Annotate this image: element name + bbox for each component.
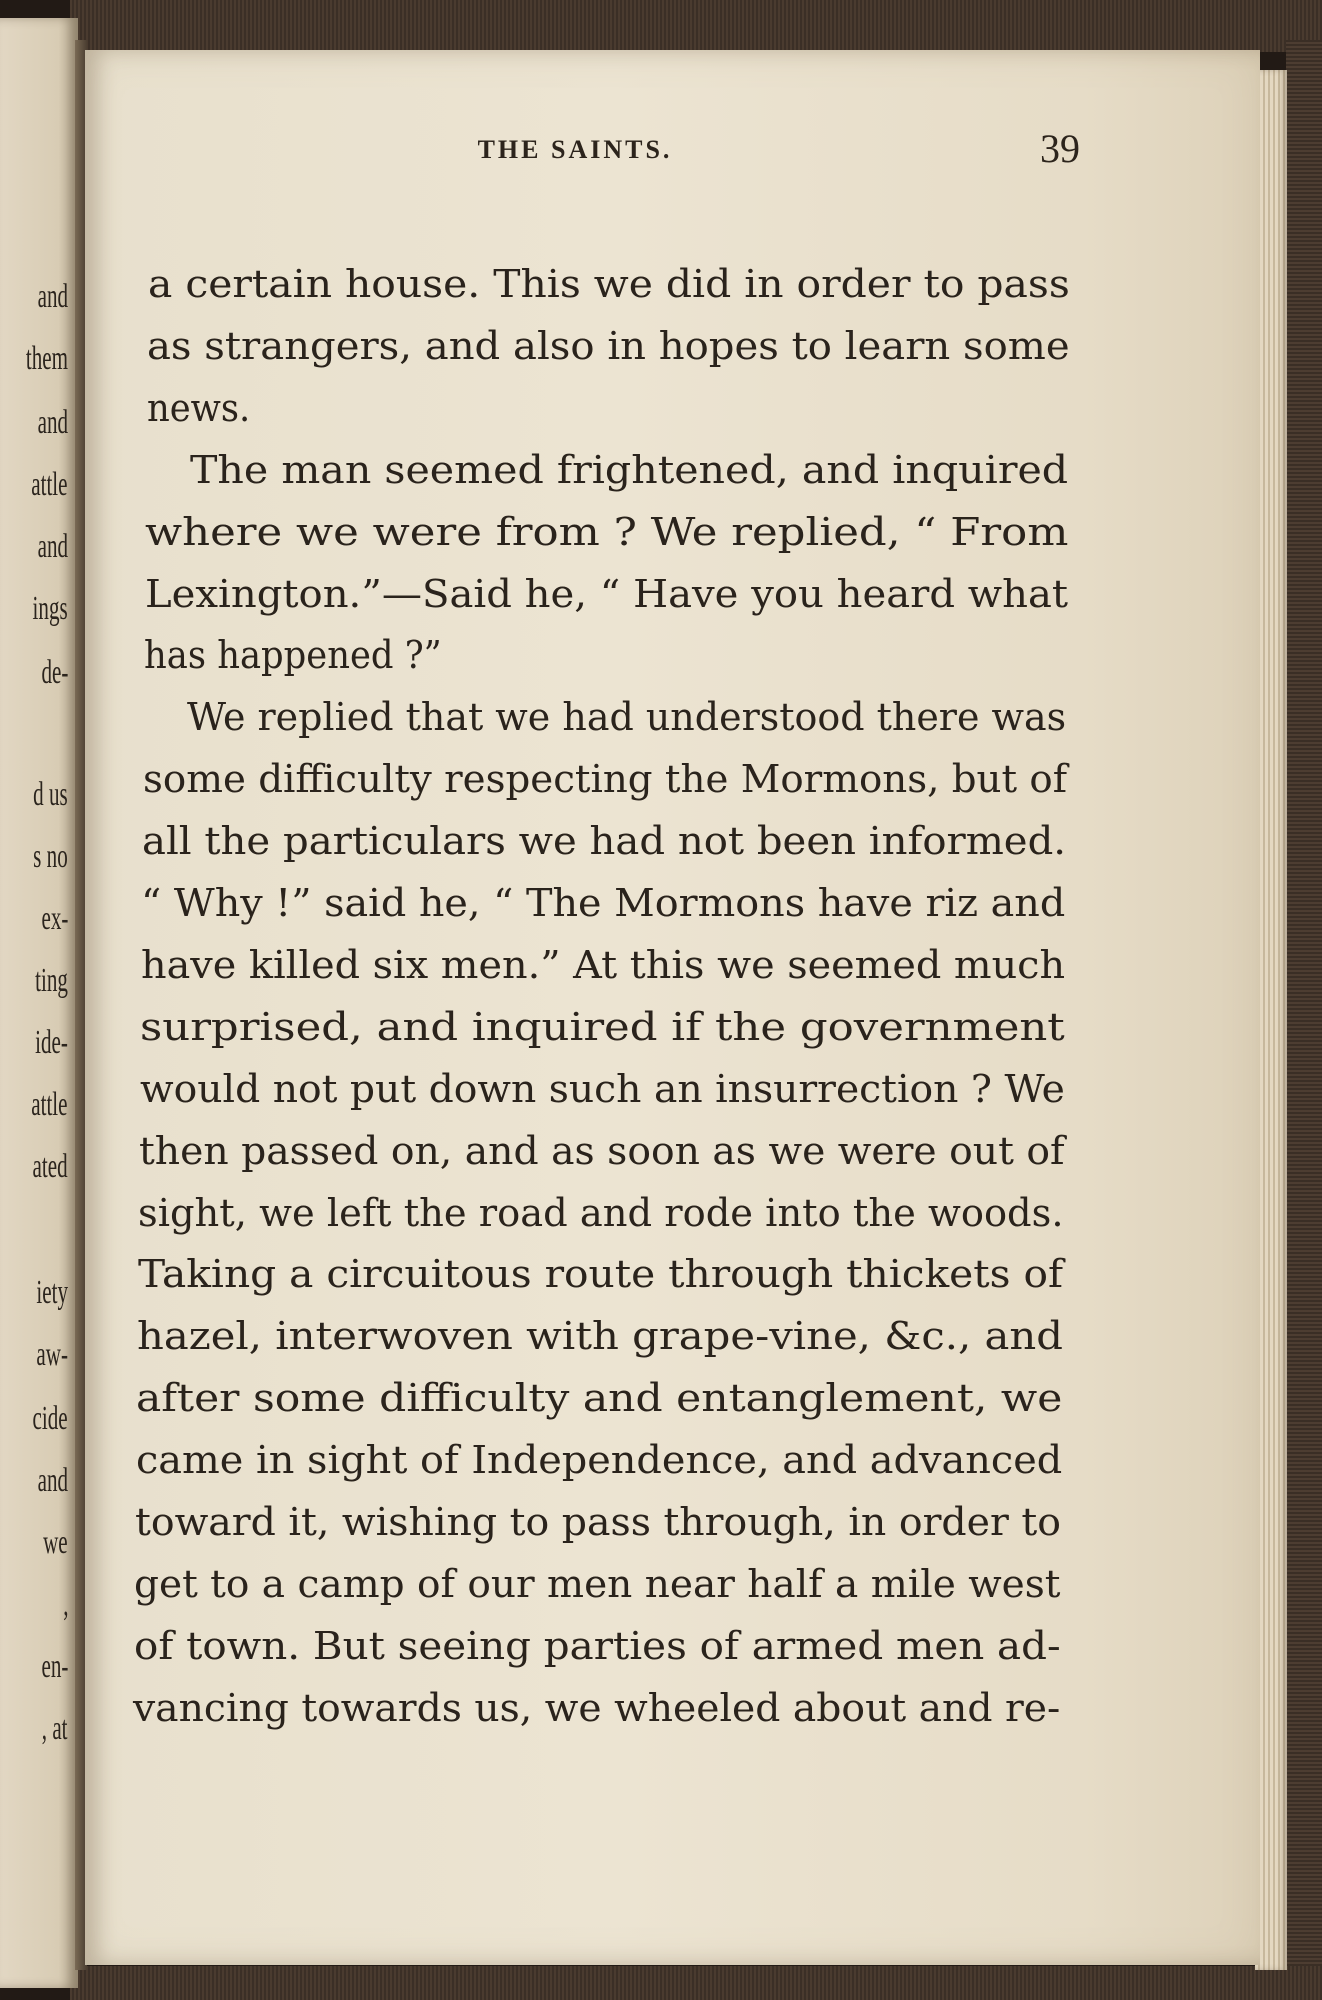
previous-page-word: aw-: [36, 1336, 68, 1373]
book-cover-bottom-edge: [70, 1966, 1322, 2000]
book-cover-top-edge: [70, 0, 1322, 52]
text-line: have killed six men.” At this we seemed much: [140, 942, 1065, 987]
previous-page-word: ting: [35, 962, 68, 999]
previous-page-word: ,: [62, 1586, 68, 1623]
previous-page-word: attle: [31, 466, 68, 503]
text-line: has happened ?”: [144, 633, 442, 678]
text-line: hazel, interwoven with grape-vine, &c., and: [136, 1314, 1063, 1359]
text-line: Taking a circuitous route through thickets of: [137, 1252, 1063, 1297]
text-line: surprised, and inquired if the government: [140, 1004, 1065, 1049]
text-line: of town. But seeing parties of armed men ad-: [133, 1623, 1061, 1668]
previous-page-word: s no: [33, 838, 68, 875]
text-line: get to a camp of our men near half a mile west: [134, 1561, 1061, 1606]
text-line: “ Why !” said he, “ The Mormons have riz and: [141, 881, 1066, 925]
text-line: sight, we left the road and rode into the woods.: [138, 1190, 1064, 1235]
text-line: toward it, wishing to pass through, in order to: [134, 1500, 1061, 1544]
running-header: THE SAINTS.: [477, 135, 673, 164]
text-line: came in sight of Independence, and advanced: [135, 1438, 1062, 1483]
paragraph-first-line: We replied that we had understood there was: [187, 695, 1067, 740]
previous-page-word: ide-: [35, 1024, 68, 1061]
previous-page-word: and: [37, 278, 68, 315]
text-line: a certain house. This we did in order to pass: [148, 262, 1070, 306]
previous-page-word: d us: [33, 776, 68, 813]
page-number: 39: [1040, 126, 1080, 171]
previous-page-word: cide: [32, 1400, 68, 1437]
previous-page-word: de-: [41, 654, 68, 691]
previous-page-word: attle: [31, 1086, 68, 1123]
text-line: after some difficulty and entanglement, we: [136, 1376, 1063, 1421]
text-line: all the particulars we had not been informed.: [142, 819, 1067, 864]
text-line: as strangers, and also in hopes to learn some: [147, 323, 1070, 368]
book-cover-right-edge: [1286, 40, 1322, 2000]
text-line: then passed on, and as soon as we were out of: [138, 1128, 1065, 1173]
previous-page-word: ings: [32, 590, 68, 627]
text-line: vancing towards us, we wheeled about and re-: [133, 1685, 1061, 1730]
paragraph-first-line: The man seemed frightened, and inquired: [190, 447, 1069, 492]
previous-page-word: and: [37, 404, 68, 441]
text-line: where we were from ? We replied, “ From: [145, 509, 1069, 554]
text-line: would not put down such an insurrection ? We: [139, 1066, 1065, 1111]
previous-page-word: and: [37, 1462, 68, 1499]
previous-page-word: them: [25, 340, 68, 377]
text-line: Lexington.”—Said he, “ Have you heard what: [144, 571, 1068, 616]
previous-page-word: ated: [32, 1148, 68, 1185]
text-line: some difficulty respecting the Mormons, but of: [142, 757, 1067, 802]
previous-page-word: ex-: [41, 900, 68, 937]
previous-page-word: , at: [42, 1710, 68, 1747]
previous-page-word: and: [37, 528, 68, 565]
previous-page-word: iety: [36, 1274, 68, 1311]
previous-page-word: we: [43, 1524, 68, 1561]
previous-page-word: en-: [41, 1648, 68, 1685]
previous-page-fragment: [0, 18, 78, 1988]
text-line: news.: [146, 385, 250, 430]
